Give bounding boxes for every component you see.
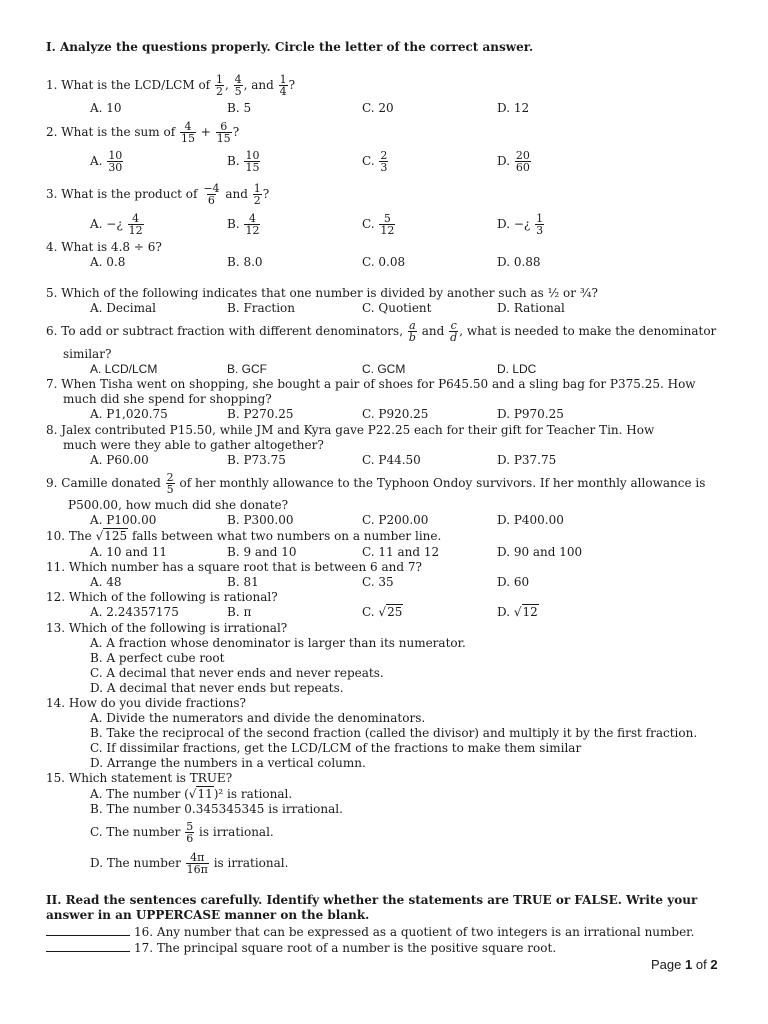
question-13: 13. Which of the following is irrational?: [46, 621, 288, 635]
q11-option-d[interactable]: D. 60: [497, 575, 530, 589]
q3-option-c[interactable]: C. $\frac{5}{12}$: [362, 212, 395, 237]
q1-option-d[interactable]: D. 12: [497, 101, 530, 115]
question-9-line2: P500.00, how much did she donate?: [68, 498, 289, 512]
question-3: 3. What is the product of $\frac{-4}{6}$ and $\frac{1}{2}$ ?: [46, 182, 270, 207]
q12-option-a[interactable]: A. 2.24357175: [90, 605, 179, 619]
q8-option-c[interactable]: C. P44.50: [362, 453, 421, 467]
q15-option-a[interactable]: A. The number (√11)² is rational.: [90, 787, 293, 801]
q6-option-a[interactable]: A. LCD/LCM: [90, 362, 158, 376]
q4-option-c[interactable]: C. 0.08: [362, 255, 406, 269]
q4-option-b[interactable]: B. 8.0: [227, 255, 263, 269]
q6-option-b[interactable]: B. GCF: [227, 362, 268, 376]
section-1-heading: I. Analyze the questions properly. Circle the letter of the correct answer.: [46, 40, 534, 54]
q12-option-d[interactable]: D. √12: [497, 605, 538, 619]
q9-option-c[interactable]: C. P200.00: [362, 513, 429, 527]
q8-option-a[interactable]: A. P60.00: [90, 453, 149, 467]
question-17: 17. The principal square root of a number is the positive square root.: [46, 940, 556, 955]
q14-option-b[interactable]: B. Take the reciprocal of the second fraction (called the divisor) and multiply it by the first fraction.: [90, 726, 698, 740]
question-8: 8. Jalex contributed P15.50, while JM and Kyra gave P22.25 each for their gift for Teacher Tin. How: [46, 423, 655, 437]
q1-option-a[interactable]: A. 10: [90, 101, 122, 115]
q1-option-b[interactable]: B. 5: [227, 101, 252, 115]
q3-option-b[interactable]: B. $\frac{4}{12}$: [227, 212, 260, 237]
q13-option-c[interactable]: C. A decimal that never ends and never repeats.: [90, 666, 384, 680]
q2-option-b[interactable]: B. $\frac{10}{15}$: [227, 149, 260, 174]
q4-option-a[interactable]: A. 0.8: [90, 255, 126, 269]
q14-option-c[interactable]: C. If dissimilar fractions, get the LCD/LCM of the fractions to make them similar: [90, 741, 582, 755]
q15-option-c[interactable]: C. The number $\frac{5}{6}$ is irrational.: [90, 820, 274, 845]
question-7-line2: much did she spend for shopping?: [63, 392, 272, 406]
q17-answer-blank[interactable]: [46, 940, 130, 952]
q8-option-b[interactable]: B. P73.75: [227, 453, 286, 467]
q9-option-a[interactable]: A. P100.00: [90, 513, 157, 527]
q3-option-a[interactable]: A. −¿ $\frac{4}{12}$: [90, 212, 143, 237]
q14-option-d[interactable]: D. Arrange the numbers in a vertical column.: [90, 756, 366, 770]
question-7: 7. When Tisha went on shopping, she bought a pair of shoes for P645.50 and a sling bag for P375.25. How: [46, 377, 696, 391]
question-10: 10. The √125 falls between what two numbers on a number line.: [46, 529, 442, 543]
q13-option-b[interactable]: B. A perfect cube root: [90, 651, 225, 665]
q11-option-c[interactable]: C. 35: [362, 575, 394, 589]
question-11: 11. Which number has a square root that is between 6 and 7?: [46, 560, 422, 574]
question-14: 14. How do you divide fractions?: [46, 696, 246, 710]
q10-option-b[interactable]: B. 9 and 10: [227, 545, 297, 559]
q10-option-a[interactable]: A. 10 and 11: [90, 545, 168, 559]
q7-option-c[interactable]: C. P920.25: [362, 407, 429, 421]
question-16: 16. Any number that can be expressed as a quotient of two integers is an irrational number.: [46, 924, 694, 939]
q9-option-d[interactable]: D. P400.00: [497, 513, 564, 527]
q12-option-c[interactable]: C. √25: [362, 605, 403, 619]
question-2: 2. What is the sum of $\frac{4}{15}$ + $\frac{6}{15}$ ?: [46, 120, 240, 145]
q10-option-d[interactable]: D. 90 and 100: [497, 545, 583, 559]
q15-option-b[interactable]: B. The number 0.345345345 is irrational.: [90, 802, 343, 816]
question-5: 5. Which of the following indicates that one number is divided by another such as ½ or ¾?: [46, 286, 598, 300]
q2-option-d[interactable]: D. $\frac{20}{60}$: [497, 149, 530, 174]
question-12: 12. Which of the following is rational?: [46, 590, 278, 604]
q16-answer-blank[interactable]: [46, 924, 130, 936]
q5-option-a[interactable]: A. Decimal: [90, 301, 156, 315]
question-8-line2: much were they able to gather altogether?: [63, 438, 324, 452]
q6-option-c[interactable]: C. GCM: [362, 362, 406, 376]
question-1: 1. What is the LCD/LCM of $\frac{1}{2}$ , $\frac{4}{5}$ , and $\frac{1}{4}$ ?: [46, 73, 296, 98]
question-15: 15. Which statement is TRUE?: [46, 771, 233, 785]
question-9: 9. Camille donated $\frac{2}{5}$ of her monthly allowance to the Typhoon Ondoy survivors. If her monthly allowance is: [46, 471, 706, 496]
q5-option-d[interactable]: D. Rational: [497, 301, 565, 315]
q7-option-b[interactable]: B. P270.25: [227, 407, 294, 421]
q4-option-d[interactable]: D. 0.88: [497, 255, 541, 269]
q6-option-d[interactable]: D. LDC: [497, 362, 537, 376]
question-4: 4. What is 4.8 ÷ 6?: [46, 240, 162, 254]
q13-option-d[interactable]: D. A decimal that never ends but repeats.: [90, 681, 344, 695]
q7-option-a[interactable]: A. P1,020.75: [90, 407, 168, 421]
q1-option-c[interactable]: C. 20: [362, 101, 394, 115]
q11-option-b[interactable]: B. 81: [227, 575, 259, 589]
question-6: 6. To add or subtract fraction with different denominators, $\frac{a}{b}$ and $\frac{c}{d}$ , what is needed to make the denominator: [46, 319, 717, 344]
q15-option-d[interactable]: D. The number $\frac{4\pi}{16\pi}$ is irrational.: [90, 851, 289, 876]
q13-option-a[interactable]: A. A fraction whose denominator is larger than its numerator.: [90, 636, 466, 650]
q5-option-c[interactable]: C. Quotient: [362, 301, 432, 315]
q2-option-a[interactable]: A. $\frac{10}{30}$: [90, 149, 123, 174]
q3-option-d[interactable]: D. −¿ $\frac{1}{3}$: [497, 212, 544, 237]
q7-option-d[interactable]: D. P970.25: [497, 407, 564, 421]
q12-option-b[interactable]: B. π: [227, 605, 252, 619]
page-number: Page 1 of 2: [651, 957, 718, 972]
q5-option-b[interactable]: B. Fraction: [227, 301, 295, 315]
q8-option-d[interactable]: D. P37.75: [497, 453, 557, 467]
q2-option-c[interactable]: C. $\frac{2}{3}$: [362, 149, 388, 174]
section-2-heading-line2: answer in an UPPERCASE manner on the blank.: [46, 908, 370, 922]
q11-option-a[interactable]: A. 48: [90, 575, 122, 589]
question-6-line2: similar?: [63, 347, 112, 361]
q9-option-b[interactable]: B. P300.00: [227, 513, 294, 527]
section-2-heading-line1: II. Read the sentences carefully. Identify whether the statements are TRUE or FALSE. Write your: [46, 893, 698, 907]
q14-option-a[interactable]: A. Divide the numerators and divide the denominators.: [90, 711, 426, 725]
q10-option-c[interactable]: C. 11 and 12: [362, 545, 440, 559]
